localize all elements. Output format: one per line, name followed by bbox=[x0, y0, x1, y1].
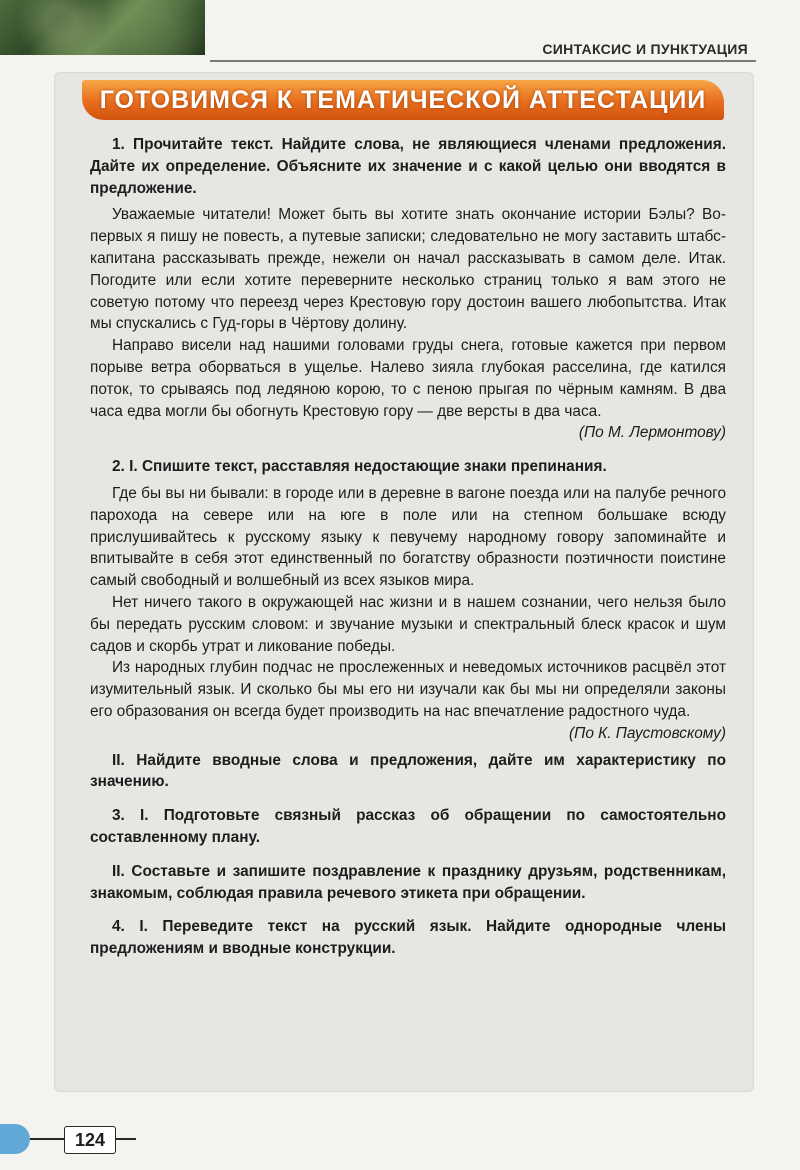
section-title: СИНТАКСИС И ПУНКТУАЦИЯ bbox=[542, 41, 748, 57]
task-2-paragraph-1: Где бы вы ни бывали: в городе или в деревне в вагоне поезда или на палубе речного парохода на севере или на юге в поле или на степном большаке всюду прислушивайтесь к русскому языку к певучему народному говору запоминайте и впитывайте в себя этот единственный по богатству образности поэтичности поистине самый свободный и волшебный из всех языков мира. bbox=[90, 484, 726, 590]
page-content bbox=[90, 134, 726, 960]
task-3-part-1: 3. I. Подготовьте связный рассказ об обращении по самостоятельно составленному плану. bbox=[90, 807, 726, 846]
page-rule-right bbox=[116, 1138, 136, 1140]
spacer bbox=[90, 793, 726, 805]
page-rule-left bbox=[30, 1138, 64, 1140]
spacer bbox=[90, 904, 726, 916]
page-accent-dot bbox=[0, 1124, 30, 1154]
task-2-part-2: II. Найдите вводные слова и предложения, дайте им характеристику по значению. bbox=[90, 751, 726, 791]
task-2-heading: 2. I. Спишите текст, расставляя недостающие знаки препинания. bbox=[112, 458, 607, 476]
task-1-heading: 1. Прочитайте текст. Найдите слова, не являющиеся членами предложения. Дайте их определение. Объясните их значение и с какой целью они вводятся в предложение. bbox=[90, 136, 726, 197]
task-1-paragraph-1: Уважаемые читатели! Может быть вы хотите знать окончание истории Бэлы? Во-первых я пишу не повесть, а путевые записки; следовательно не могу заставить штабс-капитана рассказывать прежде, нежели он начал рассказывать в самом деле. Итак. Погодите или если хотите переверните несколько страниц только я вам этого не советую потому что переезд через Крестовую гору достоин вашего любопытства. Итак мы спускались с Гуд-горы в Чёртову долину. bbox=[90, 206, 726, 333]
spacer bbox=[90, 444, 726, 456]
task-2-source: (По К. Паустовскому) bbox=[569, 724, 726, 742]
task-2-paragraph-3: Из народных глубин подчас не прослеженных и неведомых источников расцвёл этот изумительный язык. И сколько бы мы его ни изучали как бы мы ни определяли законы его образования он всегда будет производить на нас впечатление радостного чуда. bbox=[90, 659, 726, 720]
page-number: 124 bbox=[64, 1126, 116, 1154]
task-4-part-1: 4. I. Переведите текст на русский язык. Найдите однородные члены предложениям и вводные конструкции. bbox=[90, 918, 726, 958]
task-3-part-2: II. Составьте и запишите поздравление к празднику друзьям, родственникам, знакомым, соблюдая правила речевого этикета при обращении. bbox=[90, 862, 726, 902]
task-1-source: (По М. Лермонтову) bbox=[578, 424, 726, 442]
task-1-paragraph-2: Направо висели над нашими головами груды снега, готовые кажется при первом порыве ветра оборваться в ущелье. Налево зияла глубокая расселина, где катился поток, то срываясь под ледяною корою, то с пеною прыгая по чёрным камням. В два часа едва могли бы обогнуть Крестовую гору — две версты в два часа. bbox=[90, 337, 726, 420]
spacer bbox=[90, 849, 726, 861]
header-photo bbox=[0, 0, 205, 55]
header-divider bbox=[210, 60, 756, 62]
task-2-paragraph-2: Нет ничего такого в окружающей нас жизни и в нашем сознании, чего нельзя было бы передать русским словом: и звучание музыки и спектральный блеск красок и шум садов и скорбь утрат и ликование победы. bbox=[90, 593, 726, 655]
chapter-banner: ГОТОВИМСЯ К ТЕМАТИЧЕСКОЙ АТТЕСТАЦИИ bbox=[82, 80, 724, 120]
